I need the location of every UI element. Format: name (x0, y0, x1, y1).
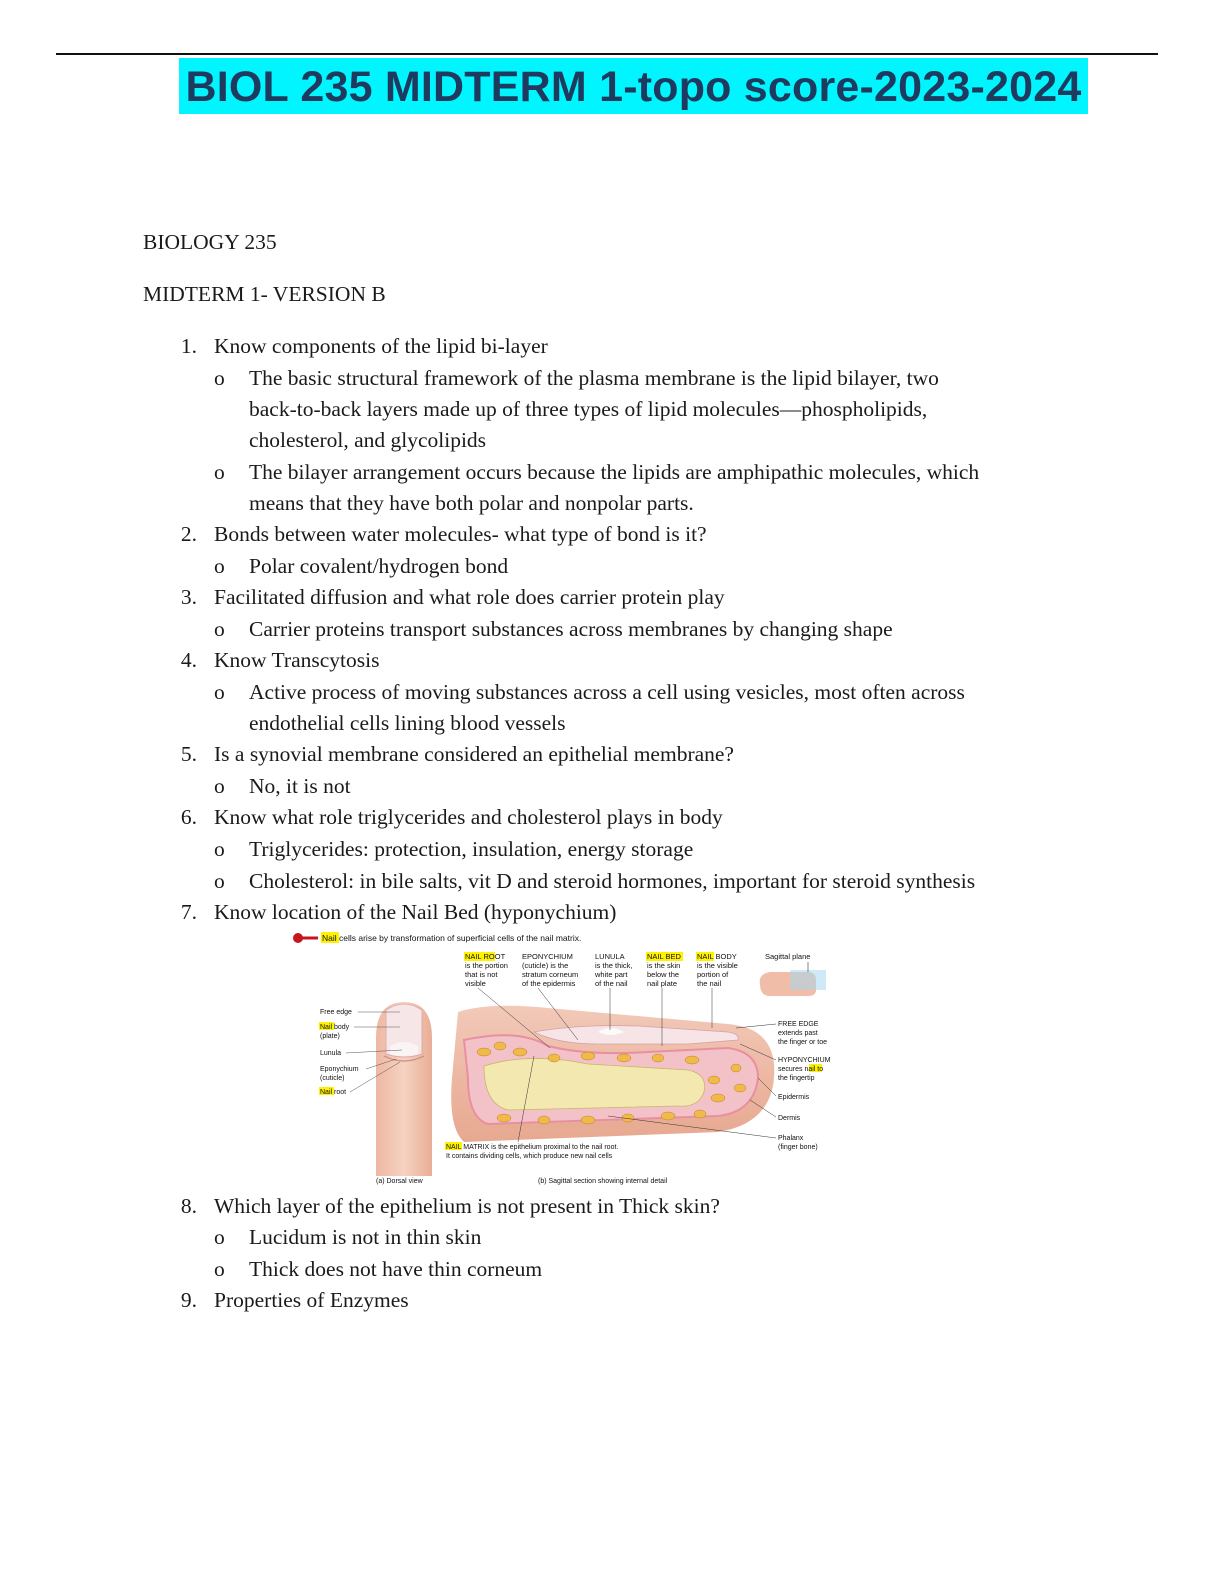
right-label-line: (finger bone) (778, 1144, 818, 1151)
left-label: Nail root (320, 1089, 347, 1096)
right-label-title: Phalanx (778, 1135, 804, 1142)
callout-line: (cuticle) is the (522, 961, 569, 970)
callout-line: portion of (697, 970, 729, 979)
question-text: Facilitated diffusion and what role does carrier protein play (214, 585, 725, 609)
answer-line: means that they have both polar and nonpolar parts. (249, 491, 694, 515)
exam-version: MIDTERM 1- VERSION B (143, 282, 386, 306)
callout-group (464, 952, 810, 988)
sagittal-section (451, 988, 776, 1142)
bullet-marker: o (214, 680, 225, 704)
document-title: BIOL 235 MIDTERM 1-topo score-2023-2024 (185, 63, 1082, 111)
callout-line: stratum corneum (522, 970, 579, 979)
question-number: 8. (180, 1194, 197, 1218)
left-label: (cuticle) (320, 1075, 345, 1082)
question-text: Know what role triglycerides and cholesterol plays in body (214, 805, 723, 829)
bullet-marker: o (214, 774, 225, 798)
question-number: 5. (180, 742, 197, 766)
matrix-caption: NAIL MATRIX is the epithelium proximal to the nail root. (446, 1144, 619, 1151)
nail-anatomy-figure (288, 928, 848, 1190)
sagittal-plane-label: Sagittal plane (765, 952, 811, 961)
right-label-title: Epidermis (778, 1094, 810, 1101)
left-label: Nail body (320, 1024, 350, 1031)
bullet-marker: o (214, 1257, 225, 1281)
callout-line: that is not (465, 970, 498, 979)
question-text: Is a synovial membrane considered an epithelial membrane? (214, 742, 734, 766)
callout-line: white part (595, 970, 628, 979)
view-a-caption: (a) Dorsal view (376, 1178, 423, 1185)
callout-line: the nail (697, 979, 722, 988)
callout-line: visible (465, 979, 486, 988)
answer-line: Triglycerides: protection, insulation, energy storage (249, 837, 694, 861)
question-text: Know components of the lipid bi-layer (214, 334, 548, 358)
left-label: Free edge (320, 1009, 352, 1016)
answer-line: Lucidum is not in thin skin (249, 1225, 482, 1249)
bullet-marker: o (214, 554, 225, 578)
answer-line: back-to-back layers made up of three types of lipid molecules—phospholipids, (249, 397, 928, 421)
right-label-line: the fingertip (778, 1075, 815, 1082)
callout-line: is the skin (647, 961, 681, 970)
left-label: Lunula (320, 1050, 342, 1057)
callout-line: nail plate (647, 979, 678, 988)
dorsal-view-finger (376, 1002, 432, 1176)
matrix-caption: It contains dividing cells, which produce new nail cells (446, 1153, 613, 1160)
question-number: 3. (180, 585, 197, 609)
question-number: 4. (180, 648, 197, 672)
callout-line: is the visible (697, 961, 738, 970)
bullet-marker: o (214, 460, 225, 484)
question-text: Know location of the Nail Bed (hyponychium) (214, 900, 617, 924)
callout-line: below the (647, 970, 680, 979)
answer-line: Carrier proteins transport substances across membranes by changing shape (249, 617, 893, 641)
question-number: 7. (180, 900, 197, 924)
answer-line: Cholesterol: in bile salts, vit D and steroid hormones, important for steroid synthesis (249, 869, 976, 893)
callout-line: of the nail (595, 979, 628, 988)
question-number: 9. (180, 1288, 197, 1312)
bullet-marker: o (214, 366, 225, 390)
course-name: BIOLOGY 235 (143, 230, 277, 254)
answer-line: Polar covalent/hydrogen bond (249, 554, 509, 578)
answer-line: cholesterol, and glycolipids (249, 428, 487, 452)
answer-line: Active process of moving substances across a cell using vesicles, most often across (249, 680, 965, 704)
question-text: Bonds between water molecules- what type of bond is it? (214, 522, 707, 546)
bullet-marker: o (214, 837, 225, 861)
answer-line: The bilayer arrangement occurs because the lipids are amphipathic molecules, which (249, 460, 980, 484)
right-label-line: secures nail to (778, 1066, 824, 1073)
title-highlight (179, 58, 1088, 114)
figure-caption-top: Nail cells arise by transformation of superficial cells of the nail matrix. (322, 933, 582, 943)
callout-title: NAIL BODY (697, 952, 737, 961)
answer-line: Thick does not have thin corneum (249, 1257, 543, 1281)
left-label: (plate) (320, 1033, 340, 1040)
callout-line: is the thick, (595, 961, 633, 970)
callout-title: EPONYCHIUM (522, 952, 573, 961)
right-label-title: FREE EDGE (778, 1021, 819, 1028)
right-label-title: Dermis (778, 1115, 801, 1122)
bullet-marker: o (214, 617, 225, 641)
right-labels (778, 1021, 831, 1151)
bullet-marker: o (214, 869, 225, 893)
sagittal-plane-thumbnail (760, 962, 826, 996)
question-number: 2. (180, 522, 197, 546)
callout-line: of the epidermis (522, 979, 576, 988)
key-icon (293, 933, 318, 943)
question-text: Which layer of the epithelium is not present in Thick skin? (214, 1194, 720, 1218)
question-number: 6. (180, 805, 197, 829)
right-label-title: HYPONYCHIUM (778, 1057, 831, 1064)
question-text: Properties of Enzymes (214, 1288, 409, 1312)
answer-line: The basic structural framework of the plasma membrane is the lipid bilayer, two (249, 366, 939, 390)
top-rule (56, 53, 1158, 55)
bullet-marker: o (214, 1225, 225, 1249)
right-label-line: extends past (778, 1030, 818, 1037)
callout-title: NAIL ROOT (465, 952, 506, 961)
question-text: Know Transcytosis (214, 648, 380, 672)
answer-line: No, it is not (249, 774, 351, 798)
left-label: Eponychium (320, 1066, 359, 1073)
answer-line: endothelial cells lining blood vessels (249, 711, 566, 735)
view-b-caption: (b) Sagittal section showing internal detail (538, 1178, 668, 1185)
callout-line: is the portion (465, 961, 508, 970)
question-number: 1. (180, 334, 197, 358)
right-label-line: the finger or toe (778, 1039, 828, 1046)
callout-title: LUNULA (595, 952, 625, 961)
callout-title: NAIL BED (647, 952, 681, 961)
